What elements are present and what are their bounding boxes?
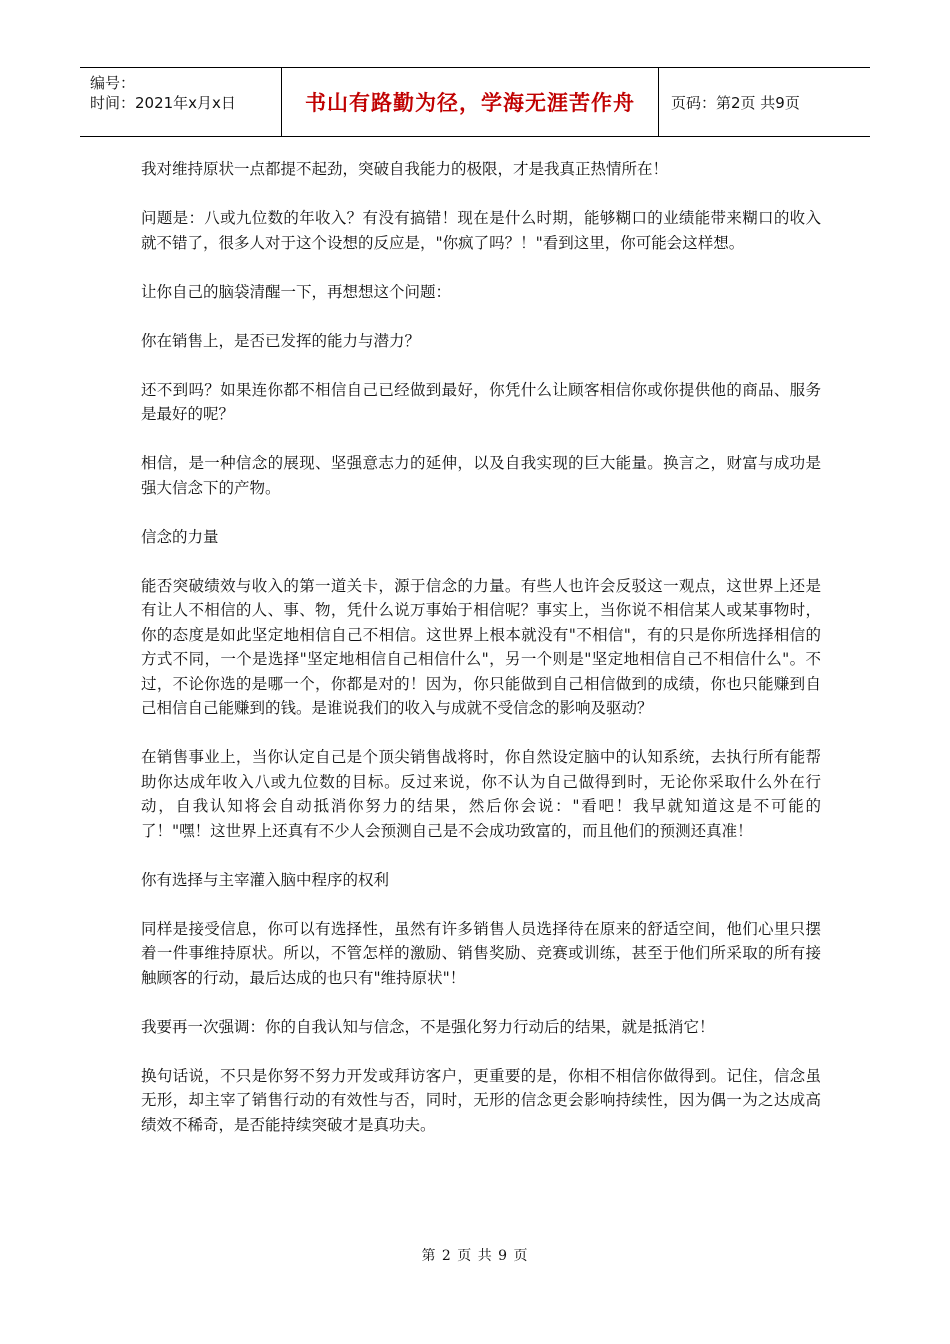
paragraph: 我对维持原状一点都提不起劲，突破自我能力的极限，才是我真正热情所在！ xyxy=(141,160,669,178)
paragraph: 相信，是一种信念的展现、坚强意志力的延伸，以及自我实现的巨大能量。换言之，财富与成功是强大信念下的产物。 xyxy=(141,454,821,497)
document-header xyxy=(80,67,870,137)
paragraph: 让你自己的脑袋清醒一下，再想想这个问题： xyxy=(141,282,452,301)
section-heading: 你有选择与主宰灌入脑中程序的权利 xyxy=(141,870,390,889)
paragraph: 在销售事业上，当你认定自己是个顶尖销售战将时，你自然设定脑中的认知系统，去执行所有能帮助你达成年收入八或九位数的目标。反过来说，你不认为自己做得到时，无论你采取什么外在行动，自我认知将会自动抵消你努力的结果，然后你会说："看吧！我早就知道这是不可能的了！"嘿！这世界上还真有不少人会预测自己是不会成功致富的，而且他们的预测还真准！ xyxy=(141,748,821,840)
header-meta xyxy=(80,68,282,136)
serial-number-label: 编号： xyxy=(90,74,136,92)
paragraph: 你在销售上，是否已发挥的能力与潜力？ xyxy=(141,331,421,350)
header-page-info: 页码：第2页 共9页 xyxy=(671,93,800,112)
paragraph: 换句话说，不只是你努不努力开发或拜访客户，更重要的是，你相不相信你做得到。记住，信念虽无形，却主宰了销售行动的有效性与否，同时，无形的信念更会影响持续性，因为偶一为之达成高绩效不稀奇，是否能持续突破才是真功夫。 xyxy=(141,1066,821,1134)
header-motto: 书山有路勤为径，学海无涯苦作舟 xyxy=(305,91,635,115)
paragraph: 同样是接受信息，你可以有选择性，虽然有许多销售人员选择待在原来的舒适空间，他们心里只摆着一件事维持原状。所以，不管怎样的激励、销售奖励、竞赛或训练，甚至于他们所采取的所有接触顾客的行动，最后达成的也只有"维持原状"！ xyxy=(141,919,821,987)
paragraph: 问题是：八或九位数的年收入？有没有搞错！现在是什么时期，能够糊口的业绩能带来糊口的收入就不错了，很多人对于这个设想的反应是，"你疯了吗？！"看到这里，你可能会这样想。 xyxy=(141,209,821,252)
header-motto-cell xyxy=(282,68,659,136)
page-footer: 第 2 页 共 9 页 xyxy=(421,1248,529,1264)
section-heading: 信念的力量 xyxy=(141,527,219,546)
paragraph: 还不到吗？如果连你都不相信自己已经做到最好，你凭什么让顾客相信你或你提供他的商品、服务是最好的呢？ xyxy=(141,380,821,423)
paragraph: 能否突破绩效与收入的第一道关卡，源于信念的力量。有些人也许会反驳这一观点，这世界上还是有让人不相信的人、事、物，凭什么说万事始于相信呢？事实上，当你说不相信某人或某事物时，你的态度是如此坚定地相信自己不相信。这世界上根本就没有"不相信"，有的只是你所选择相信的方式不同，一个是选择"坚定地相信自己相信什么"，另一个则是"坚定地相信自己不相信什么"。不过，不论你选的是哪一个，你都是对的！因为，你只能做到自己相信做到的成绩，你也只能赚到自己相信自己能赚到的钱。是谁说我们的收入与成就不受信念的影响及驱动？ xyxy=(141,576,821,717)
paragraph: 我要再一次强调：你的自我认知与信念，不是强化努力行动后的结果，就是抵消它！ xyxy=(141,1017,715,1036)
document-body xyxy=(141,157,821,1162)
date-label: 时间：2021年x月x日 xyxy=(90,94,236,112)
